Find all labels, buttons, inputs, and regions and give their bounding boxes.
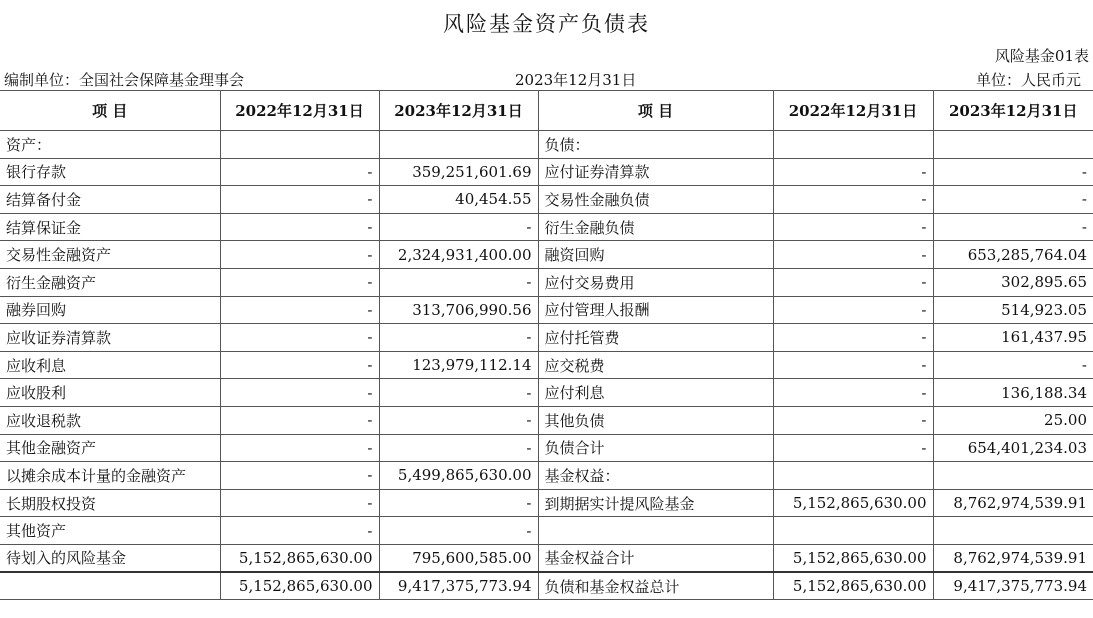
liability-item: 应付管理人报酬 bbox=[538, 296, 773, 324]
asset-2022: - bbox=[220, 434, 379, 462]
table-row bbox=[0, 324, 1093, 352]
asset-2023: - bbox=[379, 324, 538, 352]
asset-2022: - bbox=[220, 241, 379, 269]
table-row bbox=[0, 268, 1093, 296]
liability-2022: - bbox=[773, 434, 933, 462]
liability-2023: - bbox=[933, 351, 1093, 379]
asset-item: 长期股权投资 bbox=[0, 489, 220, 517]
asset-item: 以摊余成本计量的金融资产 bbox=[0, 462, 220, 490]
equity-item: 到期据实计提风险基金 bbox=[538, 489, 773, 517]
asset-2023: - bbox=[379, 517, 538, 545]
grand-total-row bbox=[0, 572, 1093, 600]
table-row bbox=[0, 213, 1093, 241]
liability-item: 应付托管费 bbox=[538, 324, 773, 352]
asset-item: 应收股利 bbox=[0, 379, 220, 407]
liability-2023: 653,285,764.04 bbox=[933, 241, 1093, 269]
liability-2022: - bbox=[773, 406, 933, 434]
asset-2022: - bbox=[220, 406, 379, 434]
liability-2022: - bbox=[773, 241, 933, 269]
asset-2023 bbox=[379, 131, 538, 159]
table-row bbox=[0, 489, 1093, 517]
table-row bbox=[0, 544, 1093, 572]
empty-cell bbox=[538, 517, 773, 545]
asset-2023: - bbox=[379, 434, 538, 462]
liability-item: 交易性金融负债 bbox=[538, 186, 773, 214]
liability-2022: - bbox=[773, 351, 933, 379]
table-row bbox=[0, 434, 1093, 462]
liability-item: 应交税费 bbox=[538, 351, 773, 379]
currency-unit: 单位：人民币元 bbox=[975, 71, 1081, 89]
asset-2023: 359,251,601.69 bbox=[379, 158, 538, 186]
asset-2023: 5,499,865,630.00 bbox=[379, 462, 538, 490]
asset-item: 应收证券清算款 bbox=[0, 324, 220, 352]
liability-item: 应付证券清算款 bbox=[538, 158, 773, 186]
table-row bbox=[0, 158, 1093, 186]
header-item-left: 项 目 bbox=[0, 91, 220, 131]
asset-2023: 123,979,112.14 bbox=[379, 351, 538, 379]
liability-item: 衍生金融负债 bbox=[538, 213, 773, 241]
liability-2023: - bbox=[933, 186, 1093, 214]
liability-2022: - bbox=[773, 296, 933, 324]
equity-2023 bbox=[933, 462, 1093, 490]
asset-item: 交易性金融资产 bbox=[0, 241, 220, 269]
liability-2022: - bbox=[773, 186, 933, 214]
empty-cell bbox=[773, 517, 933, 545]
equity-2022 bbox=[773, 462, 933, 490]
liability-item: 融资回购 bbox=[538, 241, 773, 269]
liab-equity-total-label: 负债和基金权益总计 bbox=[538, 572, 773, 600]
table-row bbox=[0, 462, 1093, 490]
liab-equity-total-2022: 5,152,865,630.00 bbox=[773, 572, 933, 600]
liability-2023: - bbox=[933, 158, 1093, 186]
asset-2022: - bbox=[220, 517, 379, 545]
asset-item: 资产： bbox=[0, 131, 220, 159]
asset-2023: - bbox=[379, 379, 538, 407]
asset-2023: - bbox=[379, 489, 538, 517]
header-2022-left: 2022年12月31日 bbox=[220, 91, 379, 131]
liab-equity-total-2023: 9,417,375,773.94 bbox=[933, 572, 1093, 600]
empty-cell bbox=[933, 517, 1093, 545]
table-row bbox=[0, 517, 1093, 545]
form-number: 风险基金01表 bbox=[994, 47, 1089, 65]
liability-2022: - bbox=[773, 268, 933, 296]
table-row bbox=[0, 296, 1093, 324]
asset-2023: 795,600,585.00 bbox=[379, 544, 538, 572]
asset-2022: - bbox=[220, 462, 379, 490]
table-row bbox=[0, 131, 1093, 159]
asset-2023: - bbox=[379, 406, 538, 434]
table-row bbox=[0, 351, 1093, 379]
table-row bbox=[0, 241, 1093, 269]
asset-item: 结算备付金 bbox=[0, 186, 220, 214]
asset-2022: - bbox=[220, 379, 379, 407]
asset-item: 待划入的风险基金 bbox=[0, 544, 220, 572]
asset-2022: - bbox=[220, 324, 379, 352]
liability-item: 负债： bbox=[538, 131, 773, 159]
asset-item: 融券回购 bbox=[0, 296, 220, 324]
asset-2022: - bbox=[220, 489, 379, 517]
liability-total-label: 负债合计 bbox=[538, 434, 773, 462]
equity-2022: 5,152,865,630.00 bbox=[773, 489, 933, 517]
liability-2023: 161,437.95 bbox=[933, 324, 1093, 352]
asset-item: 银行存款 bbox=[0, 158, 220, 186]
equity-2023: 8,762,974,539.91 bbox=[933, 489, 1093, 517]
header-item-right: 项 目 bbox=[538, 91, 773, 131]
header-2023-right: 2023年12月31日 bbox=[933, 91, 1093, 131]
header-row bbox=[0, 91, 1093, 131]
preparer-org: 编制单位：全国社会保障基金理事会 bbox=[4, 71, 245, 89]
asset-item: 其他金融资产 bbox=[0, 434, 220, 462]
equity-total-2023: 8,762,974,539.91 bbox=[933, 544, 1093, 572]
liability-total-2023: 654,401,234.03 bbox=[933, 434, 1093, 462]
liability-item: 应付交易费用 bbox=[538, 268, 773, 296]
asset-2023: 2,324,931,400.00 bbox=[379, 241, 538, 269]
asset-item: 应收退税款 bbox=[0, 406, 220, 434]
asset-item: 衍生金融资产 bbox=[0, 268, 220, 296]
liability-2023: 514,923.05 bbox=[933, 296, 1093, 324]
liability-2023: 136,188.34 bbox=[933, 379, 1093, 407]
header-2022-right: 2022年12月31日 bbox=[773, 91, 933, 131]
equity-heading: 基金权益： bbox=[538, 462, 773, 490]
asset-item: 应收利息 bbox=[0, 351, 220, 379]
liability-2023: 25.00 bbox=[933, 406, 1093, 434]
liability-2023: - bbox=[933, 213, 1093, 241]
header-2023-left: 2023年12月31日 bbox=[379, 91, 538, 131]
equity-total-label: 基金权益合计 bbox=[538, 544, 773, 572]
liability-2022 bbox=[773, 131, 933, 159]
asset-total-2023: 9,417,375,773.94 bbox=[379, 572, 538, 600]
asset-2022 bbox=[220, 131, 379, 159]
asset-2022: - bbox=[220, 158, 379, 186]
table-row bbox=[0, 379, 1093, 407]
table-row bbox=[0, 186, 1093, 214]
asset-item: 结算保证金 bbox=[0, 213, 220, 241]
asset-total-2022: 5,152,865,630.00 bbox=[220, 572, 379, 600]
liability-2022: - bbox=[773, 324, 933, 352]
asset-2023: - bbox=[379, 213, 538, 241]
asset-2023: - bbox=[379, 268, 538, 296]
asset-2022: - bbox=[220, 268, 379, 296]
liability-2022: - bbox=[773, 213, 933, 241]
liability-2022: - bbox=[773, 158, 933, 186]
asset-2022: - bbox=[220, 351, 379, 379]
asset-2022: - bbox=[220, 213, 379, 241]
report-date: 2023年12月31日 bbox=[515, 71, 637, 89]
asset-2022: - bbox=[220, 186, 379, 214]
balance-sheet-table bbox=[0, 90, 1093, 600]
asset-2023: 313,706,990.56 bbox=[379, 296, 538, 324]
asset-2022: - bbox=[220, 296, 379, 324]
asset-2023: 40,454.55 bbox=[379, 186, 538, 214]
asset-total-label bbox=[0, 572, 220, 600]
liability-item: 其他负债 bbox=[538, 406, 773, 434]
liability-item: 应付利息 bbox=[538, 379, 773, 407]
asset-item: 其他资产 bbox=[0, 517, 220, 545]
equity-total-2022: 5,152,865,630.00 bbox=[773, 544, 933, 572]
report-title: 风险基金资产负债表 bbox=[443, 12, 650, 36]
asset-2022: 5,152,865,630.00 bbox=[220, 544, 379, 572]
liability-2022: - bbox=[773, 379, 933, 407]
table-row bbox=[0, 406, 1093, 434]
liability-2023 bbox=[933, 131, 1093, 159]
liability-2023: 302,895.65 bbox=[933, 268, 1093, 296]
